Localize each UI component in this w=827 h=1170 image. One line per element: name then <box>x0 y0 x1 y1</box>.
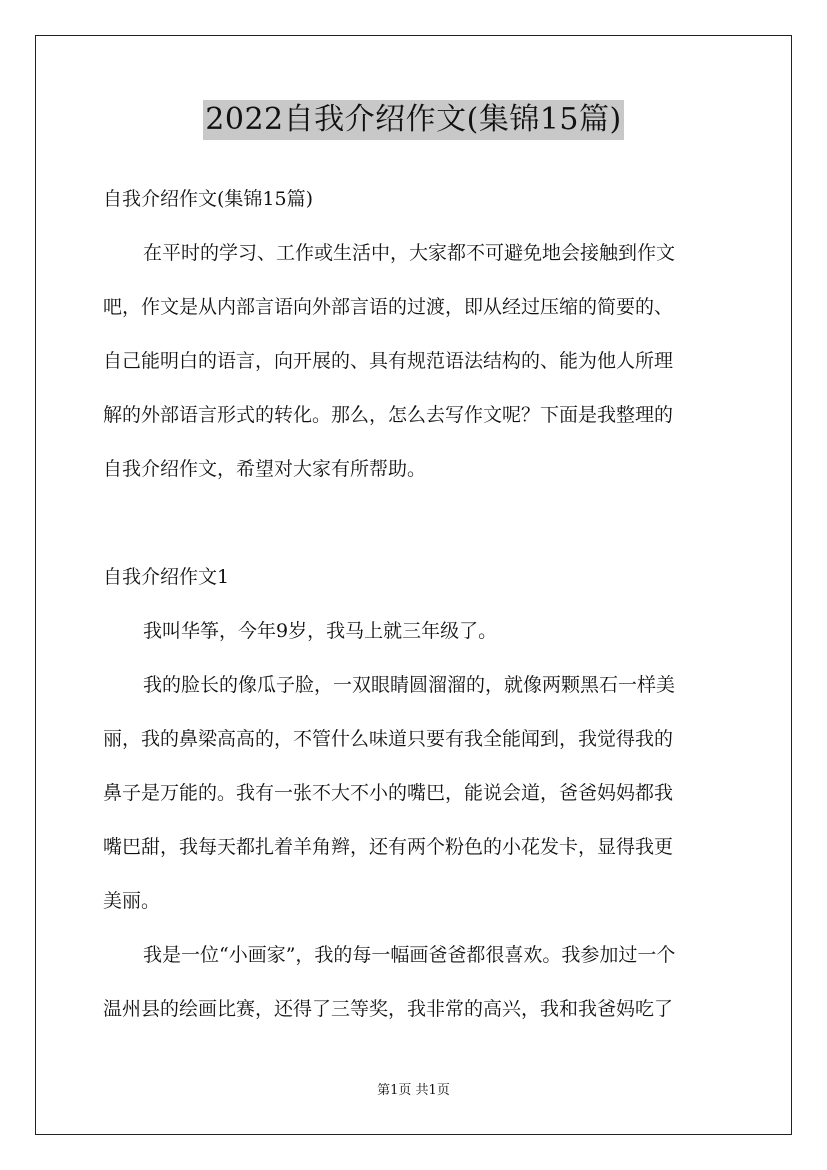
document-body <box>103 172 729 1036</box>
subtitle: 自我介绍作文(集锦15篇) <box>103 188 314 210</box>
paragraph-line: 我是一位“小画家”，我的每一幅画爸爸都很喜欢。我参加过一个 <box>143 944 676 966</box>
intro-line: 解的外部语言形式的转化。那么，怎么去写作文呢？下面是我整理的 <box>103 404 674 426</box>
paragraph-line: 我叫华筝，今年9岁，我马上就三年级了。 <box>143 620 498 642</box>
document-title: 2022自我介绍作文(集锦15篇) <box>203 100 623 140</box>
title-container <box>0 100 827 140</box>
paragraph-line: 美丽。 <box>103 890 161 912</box>
intro-line: 自己能明白的语言，向开展的、具有规范语法结构的、能为他人所理 <box>103 350 674 372</box>
paragraph-line: 丽，我的鼻梁高高的，不管什么味道只要有我全能闻到，我觉得我的 <box>103 728 674 750</box>
blank-line <box>103 496 729 550</box>
page-footer: 第1页 共1页 <box>377 1083 450 1098</box>
paragraph-line: 嘴巴甜，我每天都扎着羊角辫，还有两个粉色的小花发卡，显得我更 <box>103 836 674 858</box>
paragraph-line: 我的脸长的像瓜子脸，一双眼睛圆溜溜的，就像两颗黑石一样美 <box>143 674 676 696</box>
section-heading: 自我介绍作文1 <box>103 566 230 588</box>
paragraph-line: 鼻子是万能的。我有一张不大不小的嘴巴，能说会道，爸爸妈妈都我 <box>103 782 674 804</box>
intro-line: 在平时的学习、工作或生活中，大家都不可避免地会接触到作文 <box>143 242 676 264</box>
intro-line: 吧，作文是从内部言语向外部言语的过渡，即从经过压缩的简要的、 <box>103 296 674 318</box>
intro-line: 自我介绍作文，希望对大家有所帮助。 <box>103 458 427 480</box>
paragraph-line: 温州县的绘画比赛，还得了三等奖，我非常的高兴，我和我爸妈吃了 <box>103 998 674 1020</box>
